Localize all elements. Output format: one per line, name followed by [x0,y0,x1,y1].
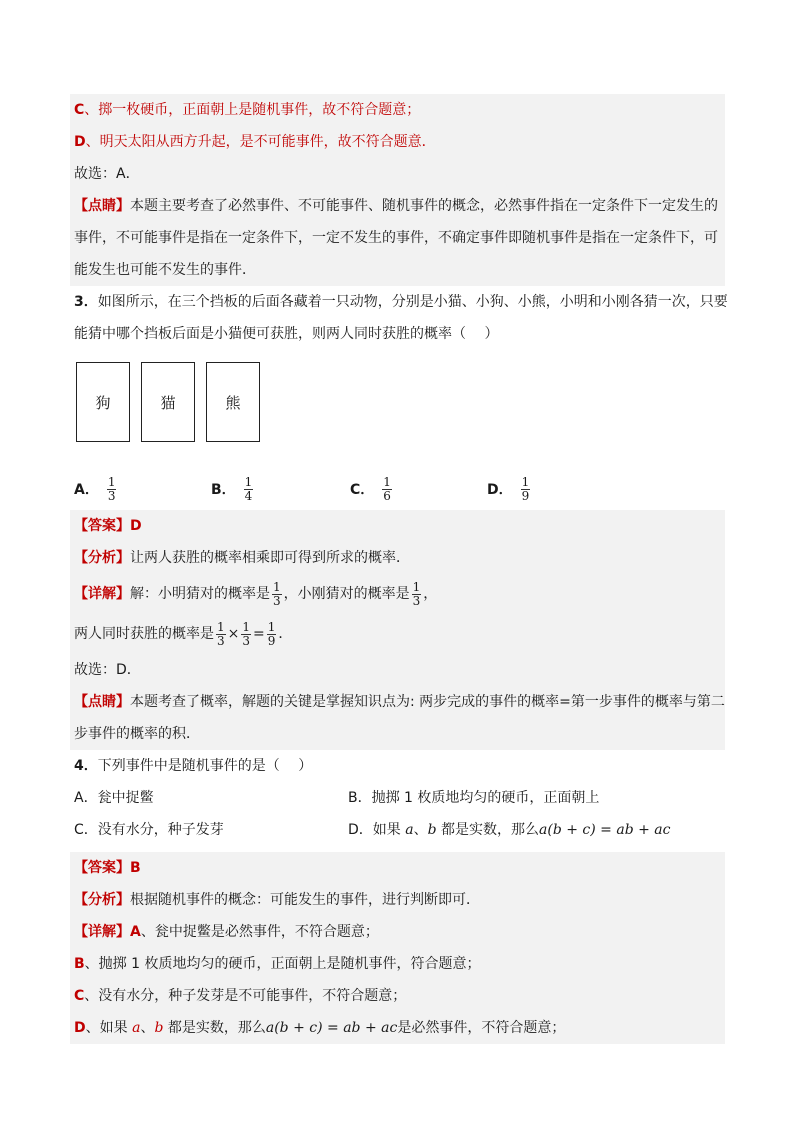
q3-figure [70,354,725,466]
q3-stem-line-2: 能猜中哪个挡板后面是小猫便可获胜，则两人同时获胜的概率（ ） [74,326,499,342]
q4-analysis: 【分析】根据随机事件的概念：可能发生的事件，进行判断即可． [70,884,725,916]
q4-option-a: A．瓮中捉鳖 [74,790,154,806]
q3-option-d: D． $\frac{1}{9}$ [487,474,530,503]
q3-result: 两人同时获胜的概率是 $\frac{1}{3}$ × $\frac{1}{3}$ = $\frac{1}{9}$ ． [70,614,725,654]
prev-option-d-explanation: D、明天太阳从西方升起，是不可能事件，故不符合题意． [70,126,725,158]
q4-detail-c: C、没有水分，种子发芽是不可能事件，不符合题意； [70,980,725,1012]
q3-select: 故选：D． [70,654,725,686]
q4-answer: 【答案】B [70,852,725,884]
q4-stem: 4．下列事件中是随机事件的是（ ） [74,758,313,774]
q4-detail-a: 【详解】A、瓮中捉鳖是必然事件，不符合题意； [70,916,725,948]
q4-option-c: C．没有水分，种子发芽 [74,822,224,838]
document-page [70,94,728,1044]
q3-answer: 【答案】D [70,510,725,542]
q3-option-a: A． $\frac{1}{3}$ [74,474,116,503]
q3-stem-line-1: 3．如图所示，在三个挡板的后面各藏着一只动物，分别是小猫、小狗、小熊，小明和小刚各猜一次，只要 [74,294,728,310]
board-bear: 熊 [206,362,260,442]
q4-detail-b: B、抛掷 1 枚质地均匀的硬币，正面朝上是随机事件，符合题意； [70,948,725,980]
q4-formula: a(b + c) = ab + ac [539,822,671,838]
q3-options [70,466,725,510]
q4-detail-d: D、如果 a、b 都是实数，那么a(b + c) = ab + ac是必然事件，不符合题意； [70,1012,725,1044]
prev-comment-line-1: 【点睛】本题主要考查了必然事件、不可能事件、随机事件的概念，必然事件指在一定条件下一定发生的 [70,190,725,222]
q3-analysis: 【分析】让两人获胜的概率相乘即可得到所求的概率． [70,542,725,574]
q3-comment-line-2: 步事件的概率的积． [70,718,725,750]
prev-comment-line-3: 能发生也可能不发生的事件． [70,254,725,286]
board-dog: 狗 [76,362,130,442]
prev-option-c-explanation: C、掷一枚硬币，正面朝上是随机事件，故不符合题意； [70,94,725,126]
prev-select: 故选：A． [70,158,725,190]
prev-comment-line-2: 事件，不可能事件是指在一定条件下，一定不发生的事件，不确定事件即随机事件是指在一定条件下，可 [70,222,725,254]
q4-option-d: D．如果 a、b 都是实数，那么a(b + c) = ab + ac [348,822,671,838]
q4-options-row-2 [70,814,725,846]
q4-options-row-1 [70,782,725,814]
q3-option-b: B． $\frac{1}{4}$ [211,474,253,503]
board-cat: 猫 [141,362,195,442]
q4-option-b: B．抛掷 1 枚质地均匀的硬币，正面朝上 [348,790,600,806]
q3-option-c: C． $\frac{1}{6}$ [350,474,391,503]
q3-detail: 【详解】解：小明猜对的概率是 $\frac{1}{3}$ ，小刚猜对的概率是 $\frac{1}{3}$ ， [70,574,725,614]
q3-comment-line-1: 【点睛】本题考查了概率，解题的关键是掌握知识点为: 两步完成的事件的概率=第一步事件的概率与第二 [70,686,725,718]
